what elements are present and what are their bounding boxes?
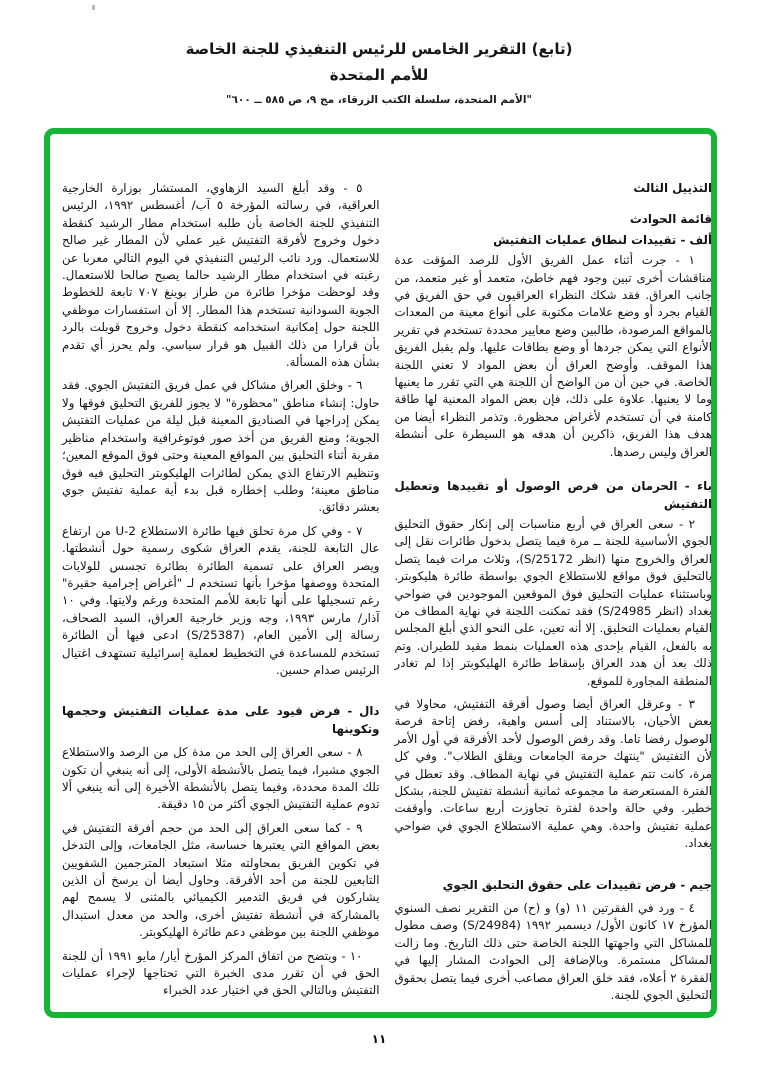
- paragraph-3: ٣ - وعرقل العراق أيضا وصول أفرقة التفتيش، محاولا في بعض الأحيان، بالاستناد إلى أسس واهية، رفض إتاحة فرصة الوصول رفضا تاما. وقد رفض الوصول لأحد الأفرقة في أول الأمر لأن التفتيش "ينتهك حرمة الجامعات ويقلق الطلاب". وفي كل مرة، كانت تتم عملية التفتيش في نهاية المطاف. وقد تعطل في الفترة المستعرضة ما مجموعه ثمانية أنشطة تفتيش للجنة، بشكل خطير. وفي حالة واحدة لفترة تجاوزت أربع ساعات. وأوقفت عملية تفتيش واحدة. وهي عملية الاستطلاع الجوي في ضواحي بغداد.: [394, 696, 712, 851]
- incidents-list-title: قائمة الحوادث: [629, 212, 712, 227]
- section-heading-dal: دال - فرض قيود على مدة عمليات التفتيش وحجمها وتكوينها: [62, 704, 380, 736]
- column-right: [395, 180, 713, 1004]
- document-header: [0, 40, 758, 106]
- section-heading-jim: جيم - فرض تقييدات على حقوق التحليق الجوي: [442, 877, 712, 892]
- paragraph-5: ٥ - وقد أبلغ السيد الزهاوي، المستشار بوزارة الخارجية العراقية، في رسالته المؤرخة ٥ آب/ أغسطس ١٩٩٢، الرئيس التنفيذي للجنة الخاصة بأن طلبه استخدام مطار الرشيد كنقطة دخول وخروج لأفرقة التفتيش غير عملي لأن المطار غير صالح للاستعمال. ورد نائب الرئيس التنفيذي في اليوم التالي معربا عن رغبته في استخدام مطار الرشيد حالما يصبح صالحا للاستعمال. وقد لوحظت مؤخرا طائرة من طراز بوينغ ٧٠٧ تابعة للخطوط الجوية السودانية تستخدم هذا المطار. إلا أن استفسارات موظفي اللجنة حول إمكانية استخدامه كنقطة دخول وخروج قوبلت بالرد بأن قرارا من ذلك القبيل هو قرار سياسي. ولم يحرز أي تقدم بشأن هذه المسألة.: [62, 181, 380, 370]
- document-body: [62, 180, 712, 1004]
- paragraph-9: ٩ - كما سعى العراق إلى الحد من حجم أفرقة التفتيش في بعض المواقع التي يعتبرها حساسة، مثل الجامعات، وإلى التدخل في تكوين الفريق بمحاولته مثلا استبعاد المترجمين الشفويين التابعين للجنة من أحد الأفرقة. وحاول أيضا أن يرسخ أن الذين يشاركون في فريق التدمير الكيميائي بالمثنى لا يسمح لهم بالمشاركة في أنشطة تفتيش أخرى، والحد من معدل استبدال موظفي اللجنة بين موظفي دعم طائرة الهليكوبتر.: [62, 820, 380, 940]
- paragraph-10: ١٠ - ويتضح من اتفاق المركز المؤرخ أيار/ مايو ١٩٩١ أن للجنة الحق في أن تقرر مدى الخبرة التي تحتاجها لإجراء عمليات التفتيش وبالتالي الحق في اختيار عدد الخبراء: [62, 948, 380, 998]
- document-title-line2: للأمم المتحدة: [329, 66, 429, 84]
- document-source-citation: "الأمم المتحدة، سلسلة الكتب الزرقاء، مج ٩، ص ٥٨٥ ــ ٦٠٠": [226, 94, 532, 106]
- column-left: [62, 180, 380, 1004]
- paragraph-7: ٧ - وفي كل مرة تحلق فيها طائرة الاستطلاع U-2 من ارتفاع عال التابعة للجنة، يقدم العراق شكوى رسمية حول أنشطتها. ويصر العراق على تسمية الطائرة بطائرة تجسس للولايات المتحدة ووصفها مؤخرا بأنها تستخدم لـ "أغراض إجرامية حقيرة" رغم تسجيلها على أنها تابعة للأمم المتحدة ورغم ولايتها. وفي ١٠ آذار/ مارس ١٩٩٣، وجه وزير خارجية العراق، السيد الصحاف، رسالة إلى الأمين العام، (S/25387) ادعى فيها أن الطائرة تستخدم للمساعدة في التخطيط لعملية إسرائيلية تستهدف اغتيال الرئيس صدام حسين.: [62, 523, 380, 677]
- appendix-title: التذييل الثالث: [633, 181, 712, 195]
- paragraph-2: ٢ - سعى العراق في أربع مناسبات إلى إنكار حقوق التحليق الجوي الأساسية للجنة ــ مرة فيما يتصل بدخول طائرات نقل إلى العراق والخروج منها (انظر S/25172)، وثلاث مرات فيما يتصل بالتحليق فوق مواقع للاستطلاع الجوي بواسطة طائرة هليكوبتر. وباستثناء عمليات التحليق فوق الموقعين الموجودين في ضواحي بغداد (انظر S/24985) فقد تمكنت اللجنة في نهاية المطاف من القيام بعمليات التحليق. إلا أنه تعين، على النحو الذي أبلغ المجلس به بالفعل، القيام بإحدى هذه العمليات بنمط مقيد للطيران. وتم ذلك بعد أن هدد العراق بإسقاط طائرة الهليكوبتر إذا لم تغادر المنطقة المجاورة للموقع.: [394, 516, 713, 688]
- section-heading-alif: ألف - تقييدات لنطاق عمليات التفتيش: [493, 232, 712, 247]
- section-heading-baa: باء - الحرمان من فرص الوصول أو تقييدها وتعطيل التفتيش: [394, 479, 712, 511]
- paragraph-6: ٦ - وخلق العراق مشاكل في عمل فريق التفتيش الجوي. فقد حاول: إنشاء مناطق "محظورة" لا يجوز للفريق التحليق فوقها ولا يمكن إدراجها في الصناديق المعينة قبل ليلة من عمليات التفتيش الجوية؛ ومنع الفريق من أخذ صور فوتوغرافية واستخدام مناظير مقربة أثناء التحليق بين المواقع المعينة وحتى فوق الموقع المعين؛ وتنظيم الارتفاع الذي يمكن لطائرات الهليكوبتر التحليق فيه فوق مناطق معينة؛ وطلب إخطاره قبل بدء أية عملية تفتيش جوي بعشر دقائق.: [62, 378, 380, 515]
- paragraph-8: ٨ - سعى العراق إلى الحد من مدة كل من الرصد والاستطلاع الجوي مشيرا، فيما يتصل بالأنشطة الأولى، إلى أنه ينبغي أن تكون تلك المدة محددة، وفيما يتصل بالأنشطة الأخيرة إلى أنه ينبغي ألا تدوم عملية التفتيش الجوي أكثر من ١٥ دقيقة.: [62, 745, 380, 812]
- document-title-line1: (تابع) التقرير الخامس للرئيس التنفيذي للجنة الخاصة: [185, 40, 573, 58]
- scan-artifact: [92, 5, 95, 10]
- paragraph-4: ٤ - ورد في الفقرتين ١١ (و) و (ح) من التقرير نصف السنوي المؤرخ ١٧ كانون الأول/ ديسمبر ١٩٩٢ (S/24984) وصف مطول للمشاكل التي واجهتها اللجنة الخاصة حتى ذلك التاريخ. وما زالت المشاكل مستمرة. وبالإضافة إلى الحوادث المشار إليها في الفقرة ٢ أعلاه، فقد خلق العراق مصاعب أخرى فيما يتصل بحقوق التحليق الجوي للجنة.: [394, 901, 712, 1003]
- page-number: ١١: [371, 1032, 387, 1046]
- paragraph-1: ١ - جرت أثناء عمل الفريق الأول للرصد المؤقت عدة مناقشات أخرى تبين وجود فهم خاطئ، متعمد أو غير متعمد، من جانب العراق. فقد شكك النظراء العراقيون في حق الفريق في القيام بجرد أو وضع علامات مكتوبة على أنواع معينة من المعدات بالمواقع المرصودة، طالبين وضع معايير محددة تستخدم في تقرير الأنواع التي يمكن جردها أو وضع بطاقات عليها. ولم يقبل الفريق هذا الموقف. وأوضح العراق أن بعض المواد لا تعني اللجنة الخاصة. في حين أن من الواضح أن اللجنة هي التي تقرر ما يعنيها وما لا يعنيها. علاوة على ذلك، فإن بعض المواد المعنية لها طاقة كامنة في أن تستخدم لأغراض محظورة. وتذمر النظراء أيضا من هدف هذا الفريق، ذاكرين أن هدفه هو السيطرة على أنشطة العراق وليس رصدها.: [394, 253, 712, 459]
